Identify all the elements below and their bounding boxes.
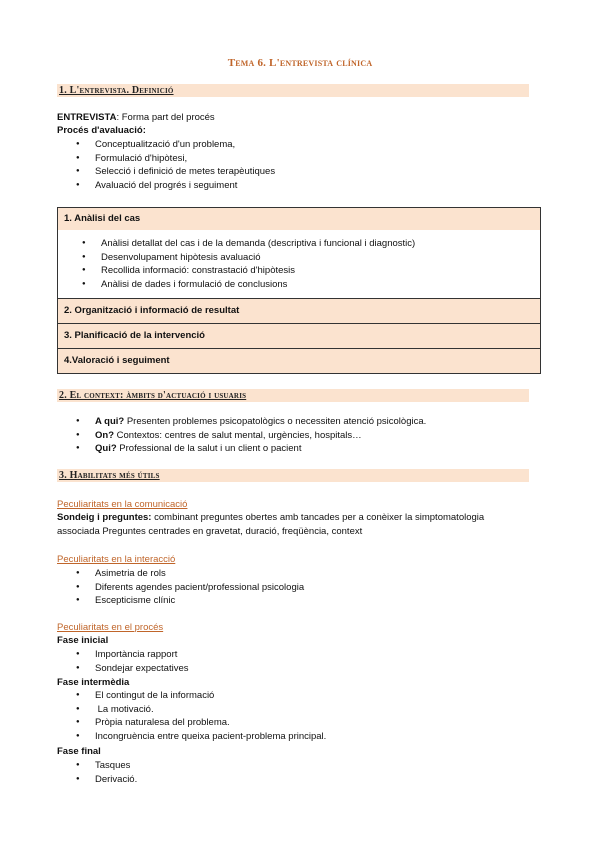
list-item [76, 429, 426, 443]
row-1-title: 1. Anàlisi del cas [58, 208, 540, 230]
table-row-1-body [57, 230, 541, 299]
list-item: ● Anàlisi de dades i formulació de conclusions [82, 278, 415, 292]
list-item: ● Recollida informació: constrastació d'hipòtesis [82, 264, 415, 278]
proces-subheading: Peculiaritats en el procés [57, 622, 164, 633]
section-3-heading: 3. Habilitats més útils [59, 470, 160, 481]
sondeig-text: combinant preguntes obertes amb tancades per a conèixer la simptomatologia [151, 512, 485, 523]
context-list [76, 415, 426, 456]
interaccio-subheading: Peculiaritats en la interacció [57, 554, 176, 565]
comunicacio-subheading: Peculiaritats en la comunicació [57, 499, 188, 510]
table-row-4 [57, 348, 541, 374]
proces-list [76, 138, 275, 193]
item-label: Qui? [95, 443, 117, 455]
comunicacio-paragraph [57, 511, 527, 539]
section-1-heading-bar [57, 84, 529, 97]
list-item: ● Importància rapport [76, 648, 188, 662]
list-item: ● El contingut de la informació [76, 689, 326, 703]
item-text: Professional de la salut i un client o pacient [116, 443, 302, 455]
list-item: ● Tasques [76, 759, 137, 773]
list-item: ● Pròpia naturalesa del problema. [76, 716, 326, 730]
fase-intermedia-list [76, 689, 326, 744]
list-item: ● Formulació d'hipòtesi, [76, 152, 275, 166]
entrevista-line [57, 111, 215, 124]
analisi-list [82, 237, 415, 292]
fase-inicial-label [57, 634, 108, 647]
fase-intermedia-label [57, 676, 129, 689]
entrevista-text: : Forma part del procés [116, 112, 215, 123]
list-item: ● Derivació. [76, 773, 137, 787]
fase-inicial-list [76, 648, 188, 675]
list-item: ● Selecció i definició de metes terapèutiques [76, 165, 275, 179]
list-item [76, 442, 426, 456]
list-item: ● Avaluació del progrés i seguiment [76, 179, 275, 193]
list-item [76, 415, 426, 429]
item-text: Contextos: centres de salut mental, urgències, hospitals… [114, 429, 362, 441]
fase-final-text: Fase final [57, 746, 101, 757]
item-label: A qui? [95, 416, 125, 427]
table-row-3 [57, 323, 541, 349]
list-item: ● Conceptualització d'un problema, [76, 138, 275, 152]
list-item: ● La motivació. [76, 703, 326, 717]
sondeig-label: Sondeig i preguntes: [57, 512, 152, 523]
table-row-2 [57, 298, 541, 324]
row-2-title: 2. Organització i informació de resultat [58, 299, 540, 323]
list-item: ● Escepticisme clínic [76, 594, 304, 608]
section-1-heading: 1. L'entrevista. Definició [59, 85, 174, 96]
proces-label: Procés d'avaluació: [57, 125, 146, 136]
section-2-heading: 2. El context: àmbits d'actuació i usuaris [59, 390, 247, 401]
fase-intermedia-text: Fase intermèdia [57, 677, 130, 688]
document-title: Tema 6. L'entrevista clínica [227, 57, 373, 69]
fase-inicial-text: Fase inicial [57, 635, 109, 646]
list-item: ● Incongruència entre queixa pacient-problema principal. [76, 730, 326, 744]
section-2-heading-bar [57, 389, 529, 402]
row-4-title: 4.Valoració i seguiment [58, 349, 540, 373]
fase-final-list [76, 759, 137, 786]
table-row-1-header [57, 207, 541, 231]
entrevista-label: ENTREVISTA [57, 112, 117, 123]
proces-label-line [57, 124, 146, 137]
list-item: ● Asimetria de rols [76, 567, 304, 581]
item-text: Presenten problemes psicopatològics o necessiten atenció psicològica. [124, 416, 427, 427]
list-item: ● Desenvolupament hipòtesis avaluació [82, 251, 415, 265]
interaccio-list [76, 567, 304, 608]
item-label: On? [95, 429, 114, 441]
section-3-heading-bar [57, 469, 529, 482]
list-item: ● Sondejar expectatives [76, 662, 188, 676]
list-item: ● Diferents agendes pacient/professional psicologia [76, 581, 304, 595]
fase-final-label [57, 745, 101, 758]
row-3-title: 3. Planificació de la intervenció [58, 324, 540, 348]
sondeig-text-2: associada Preguntes centrades en gravetat, duració, freqüència, context [57, 526, 363, 537]
list-item: ● Anàlisi detallat del cas i de la demanda (descriptiva i funcional i diagnostic) [82, 237, 415, 251]
